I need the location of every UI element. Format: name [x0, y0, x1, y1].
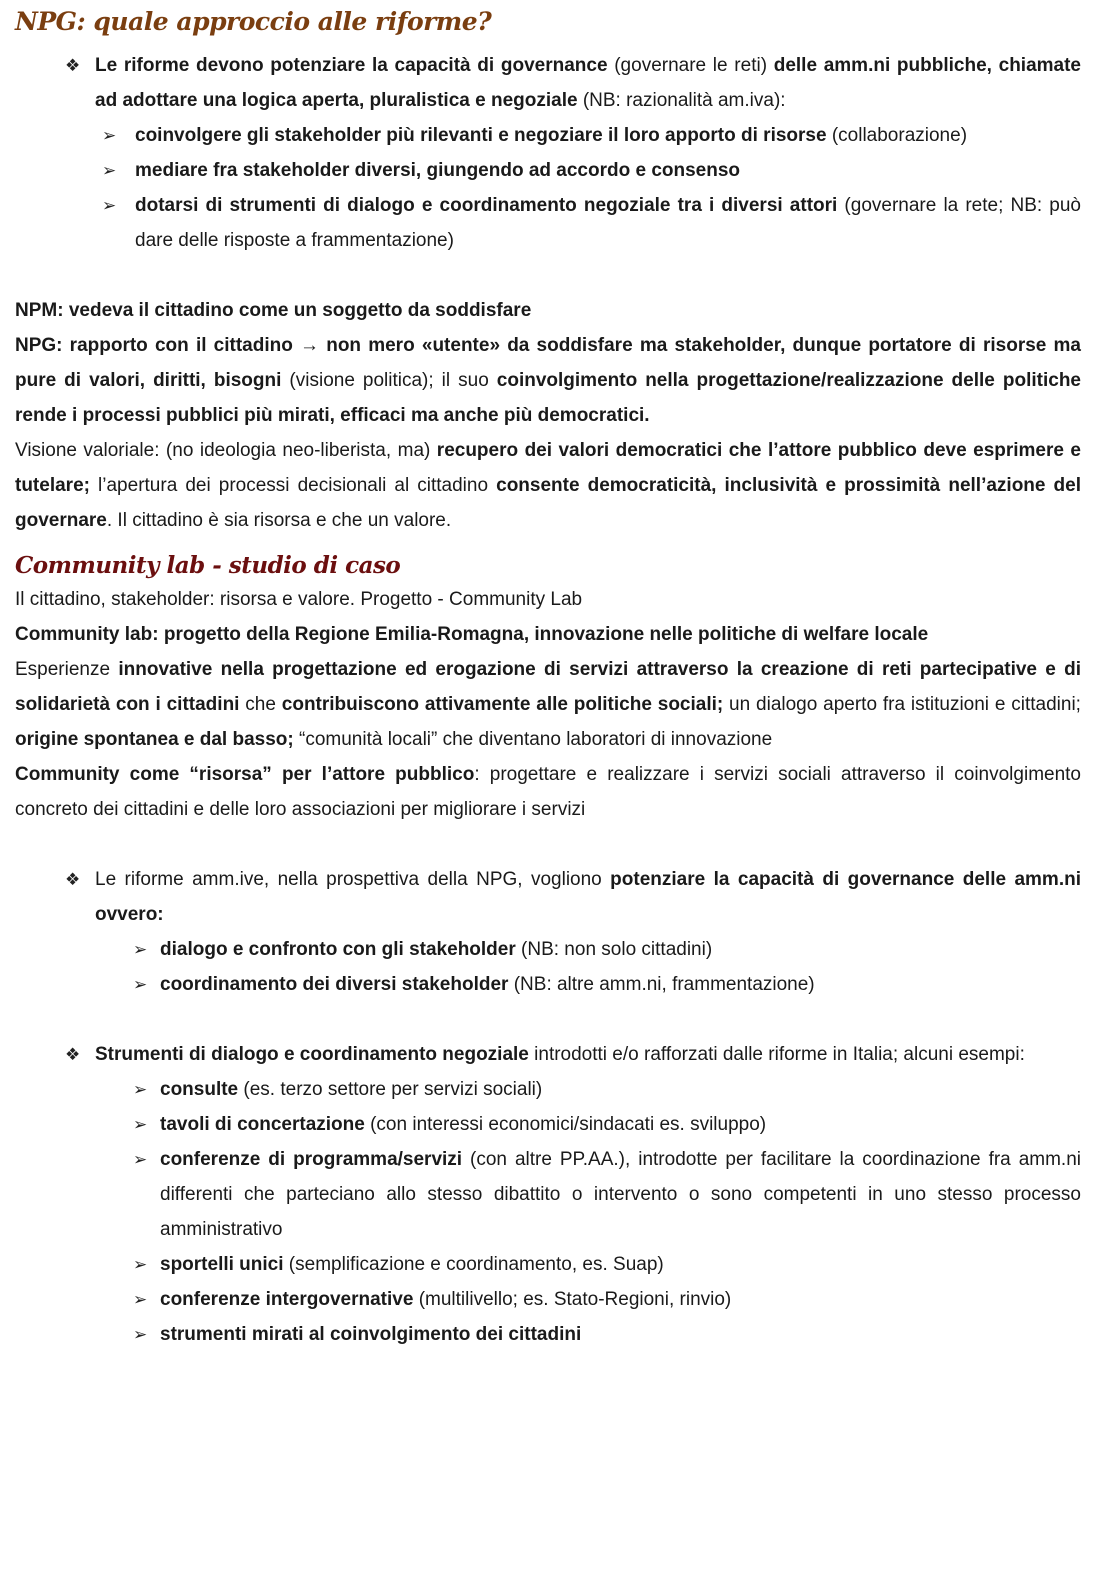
sub-bullet-item: [15, 1107, 1081, 1142]
sub-bullet-item: [15, 932, 1081, 967]
text: (visione politica); il suo: [281, 370, 497, 391]
text: : progettare e realizzare i servizi sociali attraverso il coinvolgimento concreto dei cittadini e delle loro associazioni per migliorare i servizi: [15, 764, 1082, 820]
sub-bullet-item: [15, 967, 1081, 1002]
blank-line: [15, 827, 1081, 862]
sub-bullet-item: [15, 1282, 1081, 1317]
arrow-bullet-icon: ➢: [102, 126, 117, 145]
text: . Il cittadino è sia risorsa e che un valore.: [106, 510, 452, 531]
bold-text: Community lab: progetto della Regione Emilia-Romagna, innovazione nelle politiche di welfare locale: [15, 624, 929, 645]
bold-text: dialogo e confronto con gli stakeholder: [160, 939, 516, 960]
arrow-bullet-icon: ➢: [133, 975, 148, 994]
document-page: [15, 2, 1081, 1352]
bold-text: NPM: vedeva il cittadino come un soggetto da soddisfare: [15, 300, 532, 321]
paragraph: [15, 328, 1081, 433]
bold-text: sportelli unici: [160, 1254, 284, 1275]
paragraph: [15, 652, 1081, 757]
bold-text: Community come “risorsa” per l’attore pubblico: [15, 764, 475, 785]
paragraph: [15, 433, 1081, 538]
arrow-bullet-icon: ➢: [102, 196, 117, 215]
bold-text: NPG: rapporto con il cittadino → non mero «utente» da soddisfare ma stakeholder, dunque portatore di risorse ma pure di valori, diritti, bisogni: [15, 335, 1081, 391]
sub-bullet-item: [15, 118, 1081, 153]
text: (con interessi economici/sindacati es. sviluppo): [364, 1114, 767, 1135]
bold-text: potenziare la capacità di governance delle amm.ni ovvero:: [95, 869, 1081, 925]
sub-bullet-item: [15, 188, 1081, 258]
bullet-item: [15, 48, 1081, 118]
arrow-bullet-icon: ➢: [133, 1290, 148, 1309]
arrow-bullet-icon: ➢: [102, 161, 117, 180]
bold-text: mediare fra stakeholder diversi, giungendo ad accordo e consenso: [135, 160, 741, 181]
bold-text: coordinamento dei diversi stakeholder: [160, 974, 509, 995]
text: l’apertura dei processi decisionali al cittadino: [89, 475, 497, 496]
bold-text: dotarsi di strumenti di dialogo e coordinamento negoziale tra i diversi attori: [135, 195, 838, 216]
text: (NB: altre amm.ni, frammentazione): [508, 974, 815, 995]
arrow-bullet-icon: ➢: [133, 1150, 148, 1169]
text: Community lab - studio di caso: [15, 552, 401, 579]
text: (NB: razionalità am.iva):: [577, 90, 786, 111]
paragraph: [15, 293, 1081, 328]
text: (governare la rete; NB: può dare delle risposte a frammentazione): [135, 195, 1081, 251]
text: Esperienze: [15, 659, 119, 680]
text: introdotti e/o rafforzati dalle riforme in Italia; alcuni esempi:: [528, 1044, 1025, 1065]
diamond-bullet-icon: ❖: [65, 870, 81, 889]
arrow-bullet-icon: ➢: [133, 1255, 148, 1274]
bold-text: recupero dei valori democratici che l’attore pubblico deve esprimere e tutelare;: [15, 440, 1081, 496]
bold-text: Le riforme devono potenziare la capacità di governance: [95, 55, 608, 76]
bold-text: coinvolgere gli stakeholder più rilevanti e negoziare il loro apporto di risorse: [135, 125, 827, 146]
blank-line: [15, 1002, 1081, 1037]
bold-text: innovative nella progettazione ed erogazione di servizi attraverso la creazione di reti partecipative e di solidarietà con i cittadini: [15, 659, 1081, 715]
text: (NB: non solo cittadini): [515, 939, 713, 960]
bold-text: tavoli di concertazione: [160, 1114, 365, 1135]
bold-text: Strumenti di dialogo e coordinamento negoziale: [95, 1044, 529, 1065]
section-heading: [15, 546, 1081, 586]
bold-text: strumenti mirati al coinvolgimento dei cittadini: [160, 1324, 582, 1345]
text: Visione valoriale: (no ideologia neo-liberista, ma): [15, 440, 437, 461]
bold-text: conferenze di programma/servizi: [160, 1149, 463, 1170]
blank-line: [15, 258, 1081, 293]
paragraph: [15, 582, 1081, 617]
text: Le riforme amm.ive, nella prospettiva della NPG, vogliono: [95, 869, 611, 890]
text: (con altre PP.AA.), introdotte per facilitare la coordinazione fra amm.ni differenti che parteciano allo stesso dibattito o intervento o sono competenti in uno stesso processo amministrativo: [160, 1149, 1081, 1240]
paragraph: [15, 617, 1081, 652]
bold-text: coinvolgimento nella progettazione/realizzazione delle politiche rende i processi pubblici più mirati, efficaci ma anche più democratici.: [15, 370, 1081, 426]
arrow-bullet-icon: ➢: [133, 940, 148, 959]
arrow-bullet-icon: ➢: [133, 1325, 148, 1344]
arrow-bullet-icon: ➢: [133, 1080, 148, 1099]
bullet-item: [15, 862, 1081, 932]
sub-bullet-item: [15, 1142, 1081, 1247]
arrow-bullet-icon: ➢: [133, 1115, 148, 1134]
diamond-bullet-icon: ❖: [65, 1045, 81, 1064]
text: che: [239, 694, 282, 715]
sub-bullet-item: [15, 1247, 1081, 1282]
text: (es. terzo settore per servizi sociali): [238, 1079, 543, 1100]
text: (governare le reti): [607, 55, 774, 76]
text: (semplificazione e coordinamento, es. Suap): [283, 1254, 664, 1275]
text: NPG: quale approccio alle riforme?: [15, 7, 492, 36]
bold-text: contribuiscono attivamente alle politiche sociali;: [281, 694, 724, 715]
bold-text: origine spontanea e dal basso;: [15, 729, 294, 750]
sub-bullet-item: [15, 153, 1081, 188]
text: (multilivello; es. Stato-Regioni, rinvio): [413, 1289, 732, 1310]
bold-text: conferenze intergovernative: [160, 1289, 414, 1310]
text: (collaborazione): [826, 125, 968, 146]
text: “comunità locali” che diventano laboratori di innovazione: [293, 729, 773, 750]
bold-text: consulte: [160, 1079, 239, 1100]
text: Il cittadino, stakeholder: risorsa e valore. Progetto - Community Lab: [15, 589, 583, 610]
section-heading: [15, 2, 1081, 42]
bold-text: delle amm.ni pubbliche, chiamate ad adottare una logica aperta, pluralistica e negoziale: [95, 55, 1082, 111]
sub-bullet-item: [15, 1317, 1081, 1352]
text: un dialogo aperto fra istituzioni e cittadini;: [723, 694, 1081, 715]
paragraph: [15, 757, 1081, 827]
diamond-bullet-icon: ❖: [65, 56, 81, 75]
bullet-item: [15, 1037, 1081, 1072]
bold-text: consente democraticità, inclusività e prossimità nell’azione del governare: [15, 475, 1081, 531]
sub-bullet-item: [15, 1072, 1081, 1107]
